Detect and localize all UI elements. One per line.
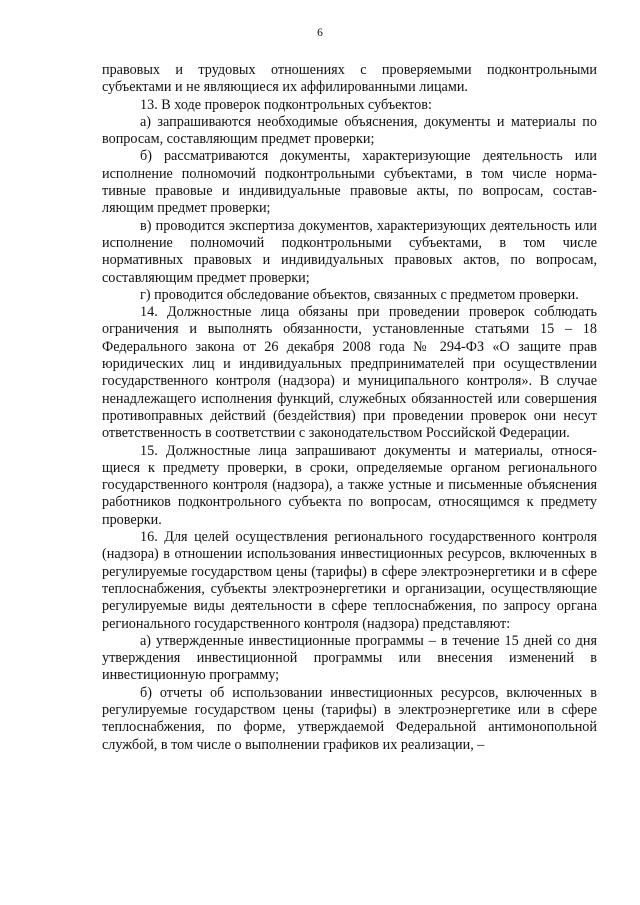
paragraph-16: 16. Для целей осуществления регионального государственного контроля (надзора) в отношении использования инвестиционных ресурсов, включенных в регулируемые государством цены (тарифы) в сфере электроэнергетики и в сфере теплоснабжения, субъекты электроэнергетики и организации, осуществляющие регулируемые виды деятельности в сфере теплоснабжения, по запросу органа регионального государственного контроля (надзора) представляют: — [102, 529, 597, 632]
paragraph-13a: а) запрашиваются необходимые объяснения, документы и материалы по вопросам, составляющим предмет проверки; — [102, 113, 597, 148]
paragraph-15: 15. Должностные лица запрашивают документы и материалы, относящиеся к предмету проверки, в сроки, определяемые органом регионального государственного контроля (надзора), а также устные и письменные объяснения работников подконтрольного субъекта по вопросам, относящимся к предмету проверки. — [102, 442, 597, 528]
paragraph-16b: б) отчеты об использовании инвестиционных ресурсов, включенных в регулируемые государством цены (тарифы) в электроэнергетике или в сфере теплоснабжения, по форме, утверждаемой Федеральной антимонопольной службой, в том числе о выполнении графиков их реализации, – — [102, 684, 597, 753]
page-number: 6 — [317, 27, 323, 39]
paragraph-16a: а) утвержденные инвестиционные программы – в течение 15 дней со дня утверждения инвестиционной программы или внесения изменений в инвестиционную программу; — [102, 632, 597, 684]
paragraph-13g: г) проводится обследование объектов, связанных с предметом проверки. — [140, 286, 579, 303]
document-body — [102, 62, 597, 754]
paragraph-13b: б) рассматриваются документы, характеризующие деятельность или исполнение полномочий подконтрольными субъектами, в том числе нормативные правовые и индивидуальные правовые акты, по вопросам, составляющим предмет проверки; — [102, 148, 597, 217]
paragraph-13: 13. В ходе проверок подконтрольных субъектов: — [140, 96, 432, 113]
paragraph-continuation: правовых и трудовых отношениях с проверяемыми подконтрольными субъектами и не являющиеся их аффилированными лицами. — [102, 62, 597, 96]
paragraph-13v: в) проводится экспертиза документов, характеризующих деятельность или исполнение полномочий подконтрольными субъектами, в том числе нормативных правовых и индивидуальных правовых актов, по вопросам, составляющим предмет проверки; — [102, 217, 597, 286]
paragraph-14: 14. Должностные лица обязаны при проведении проверок соблюдать ограничения и выполнять обязанности, установленные статьями 15 – 18 Федерального закона от 26 декабря 2008 года № 294-ФЗ «О защите прав юридических лиц и индивидуальных предпринимателей при осуществлении государственного контроля (надзора) и муниципального контроля». В случае ненадлежащего исполнения функций, служебных обязанностей или совершения противоправных действий (бездействия) при проведении проверок они несут ответственность в соответствии с законодательством Российской Федерации. — [102, 304, 597, 442]
